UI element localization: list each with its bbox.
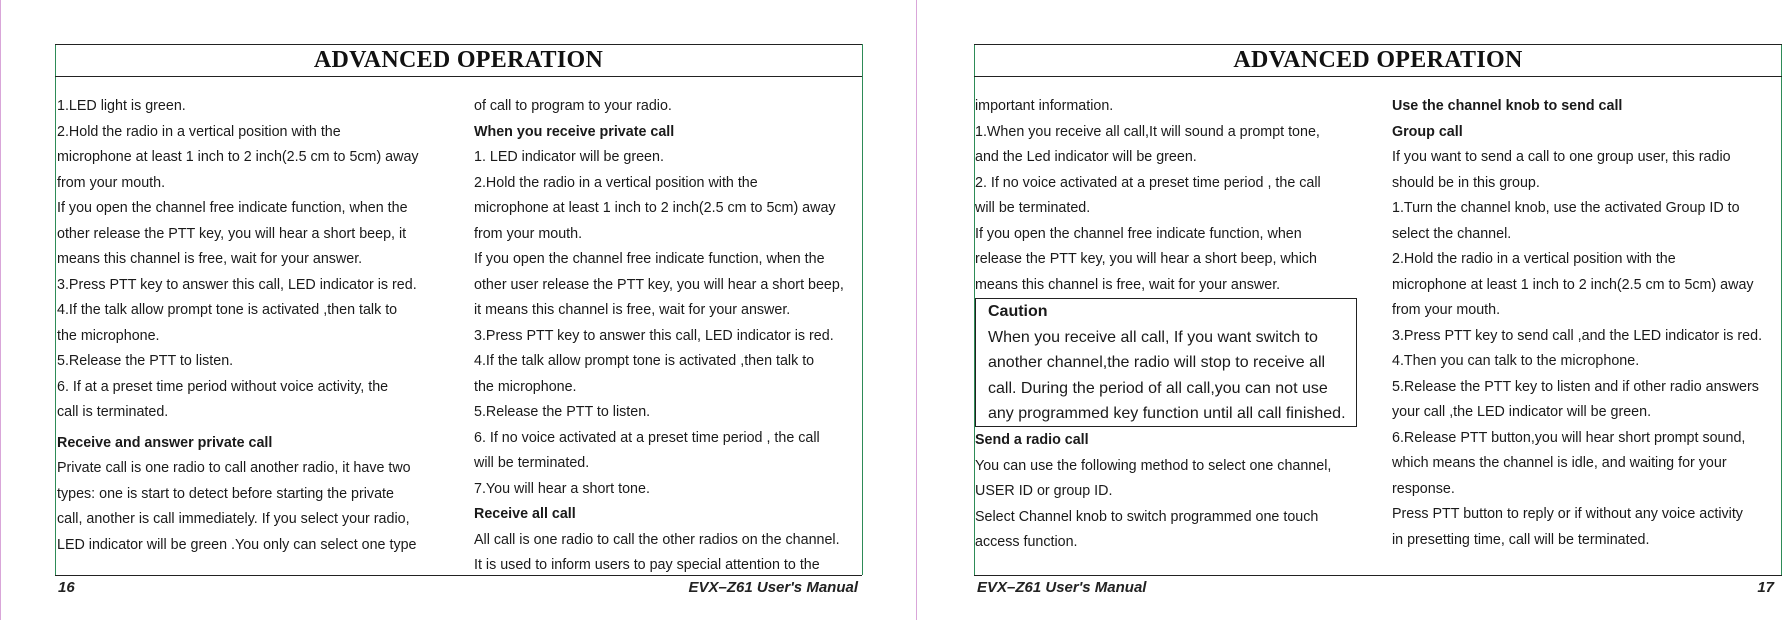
text-line: means this channel is free, wait for your answer. — [57, 251, 363, 267]
right-column-1-bottom — [975, 428, 1380, 556]
text-line: 1.Turn the channel knob, use the activated Group ID to — [1392, 200, 1740, 216]
right-page-number: 17 — [1757, 579, 1774, 596]
text-line: microphone at least 1 inch to 2 inch(2.5 cm to 5cm) away — [474, 200, 836, 216]
text-line: 1.LED light is green. — [57, 98, 186, 114]
section-heading: Send a radio call — [975, 432, 1089, 448]
text-line: it means this channel is free, wait for your answer. — [474, 302, 791, 318]
left-manual-title: EVX–Z61 User's Manual — [688, 579, 858, 596]
text-line: All call is one radio to call the other radios on the channel. — [474, 531, 840, 548]
right-column-2 — [1392, 94, 1780, 553]
text-line: You can use the following method to select one channel, — [975, 457, 1332, 474]
text-line: 6. If at a preset time period without voice activity, the — [57, 378, 389, 395]
text-line: Select Channel knob to switch programmed one touch — [975, 508, 1319, 525]
text-line: Private call is one radio to call another radio, it have two — [57, 460, 411, 476]
section-heading: Use the channel knob to send call — [1392, 98, 1623, 114]
text-line: If you open the channel free indicate function, when the — [57, 200, 408, 216]
text-line: from your mouth. — [1392, 302, 1501, 318]
section-heading: Receive all call — [474, 506, 576, 522]
text-line: 3.Press PTT key to send call ,and the LED indicator is red. — [1392, 327, 1763, 344]
text-line: 5.Release the PTT key to listen and if other radio answers — [1392, 378, 1759, 395]
text-line: release the PTT key, you will hear a short beep, which — [975, 251, 1317, 267]
section-heading: Group call — [1392, 123, 1463, 140]
text-line: If you open the channel free indicate function, when — [975, 225, 1302, 242]
page-edge-left — [0, 0, 1, 620]
caution-box — [975, 298, 1357, 427]
text-line: microphone at least 1 inch to 2 inch(2.5 cm to 5cm) away — [57, 149, 419, 165]
text-line: from your mouth. — [474, 225, 583, 242]
caution-line: When you receive all call, If you want switch to — [988, 328, 1318, 346]
left-column-2 — [474, 94, 862, 579]
left-header-title: ADVANCED OPERATION — [313, 47, 604, 73]
text-line: Press PTT button to reply or if without any voice activity — [1392, 506, 1743, 522]
text-line: 6.Release PTT button,you will hear short prompt sound, — [1392, 429, 1746, 446]
caution-line: call. During the period of all call,you can not use — [988, 379, 1328, 397]
left-page-number: 16 — [58, 579, 75, 596]
text-line: LED indicator will be green .You only can select one type — [57, 536, 417, 553]
text-line: 7.You will hear a short tone. — [474, 480, 650, 497]
text-line: the microphone. — [474, 378, 577, 395]
text-line: 3.Press PTT key to answer this call, LED indicator is red. — [57, 276, 417, 293]
text-line: 2.Hold the radio in a vertical position with the — [1392, 251, 1676, 267]
text-line: microphone at least 1 inch to 2 inch(2.5 cm to 5cm) away — [1392, 276, 1754, 293]
text-line: If you want to send a call to one group user, this radio — [1392, 149, 1731, 165]
text-line: It is used to inform users to pay special attention to the — [474, 557, 820, 573]
text-line: from your mouth. — [57, 174, 166, 191]
left-column-1 — [57, 94, 457, 558]
right-footer-rule — [974, 575, 1782, 576]
text-line: select the channel. — [1392, 225, 1512, 242]
text-line: If you open the channel free indicate function, when the — [474, 251, 825, 267]
right-column-1 — [975, 94, 1380, 298]
text-line: 1.When you receive all call,It will sound a prompt tone, — [975, 123, 1320, 140]
text-line: 2. If no voice activated at a preset time period , the call — [975, 174, 1321, 191]
text-line: should be in this group. — [1392, 174, 1540, 191]
text-line: response. — [1392, 480, 1455, 497]
text-line: 5.Release the PTT to listen. — [57, 353, 234, 369]
text-line: 2.Hold the radio in a vertical position with the — [474, 174, 758, 191]
text-line: will be terminated. — [975, 200, 1091, 216]
text-line: 4.If the talk allow prompt tone is activated ,then talk to — [57, 302, 398, 318]
right-header-bar — [974, 44, 1782, 77]
text-line: 5.Release the PTT to listen. — [474, 404, 651, 420]
text-line: important information. — [975, 98, 1114, 114]
text-line: call is terminated. — [57, 404, 169, 420]
text-line: in presetting time, call will be terminated. — [1392, 531, 1650, 548]
text-line: 6. If no voice activated at a preset time period , the call — [474, 429, 820, 446]
section-heading: Receive and answer private call — [57, 434, 273, 451]
page-edge-center — [916, 0, 917, 620]
text-line: 4.If the talk allow prompt tone is activated ,then talk to — [474, 353, 815, 369]
text-line: other release the PTT key, you will hear a short beep, it — [57, 225, 407, 242]
right-manual-title: EVX–Z61 User's Manual — [977, 579, 1147, 596]
text-line: types: one is start to detect before starting the private — [57, 485, 394, 502]
left-header-bar — [55, 44, 862, 77]
text-line: 4.Then you can talk to the microphone. — [1392, 353, 1640, 369]
text-line: will be terminated. — [474, 455, 590, 471]
text-line: your call ,the LED indicator will be green. — [1392, 404, 1652, 420]
text-line: call, another is call immediately. If you select your radio, — [57, 511, 410, 527]
caution-line: another channel,the radio will stop to receive all — [988, 354, 1326, 371]
text-line: 3.Press PTT key to answer this call, LED indicator is red. — [474, 327, 834, 344]
caution-title: Caution — [988, 303, 1048, 320]
text-line: access function. — [975, 534, 1078, 550]
text-line: other user release the PTT key, you will hear a short beep, — [474, 276, 844, 293]
text-line: the microphone. — [57, 327, 160, 344]
text-line: 2.Hold the radio in a vertical position with the — [57, 123, 341, 140]
text-line: means this channel is free, wait for your answer. — [975, 276, 1281, 293]
text-line: USER ID or group ID. — [975, 483, 1113, 499]
right-header-title: ADVANCED OPERATION — [1233, 47, 1523, 73]
text-line: which means the channel is idle, and waiting for your — [1392, 455, 1727, 471]
text-line: and the Led indicator will be green. — [975, 149, 1197, 165]
caution-line: any programmed key function until all call finished. — [988, 405, 1346, 422]
section-heading: When you receive private call — [474, 123, 675, 140]
text-line: 1. LED indicator will be green. — [474, 149, 664, 165]
text-line: of call to program to your radio. — [474, 98, 672, 114]
